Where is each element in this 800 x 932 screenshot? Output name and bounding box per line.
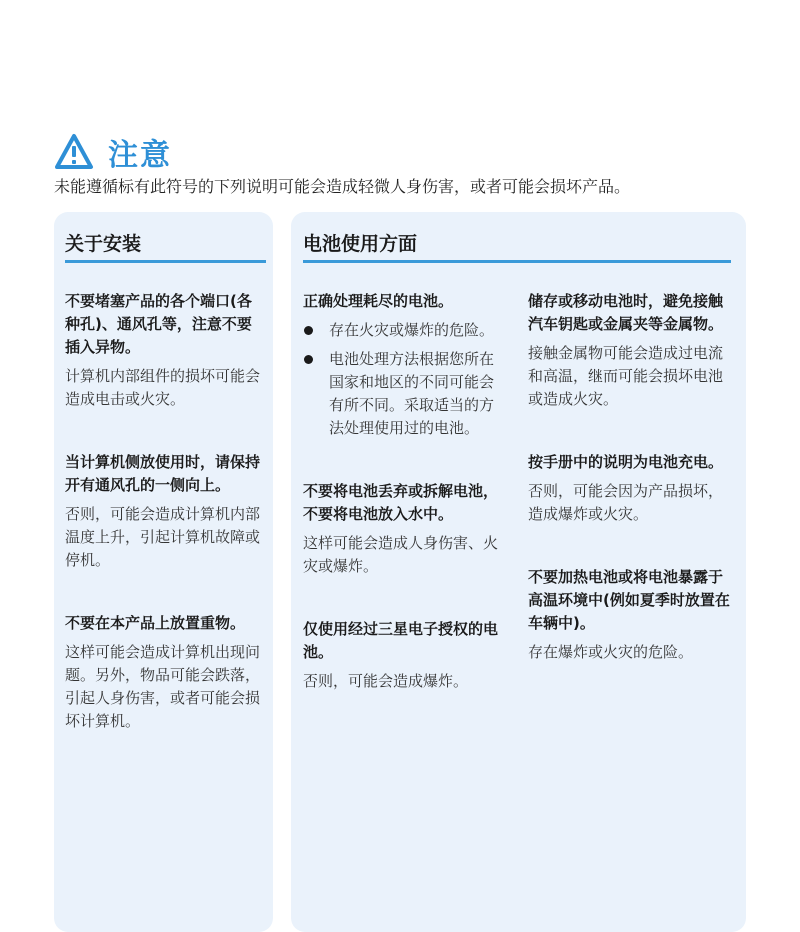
bullet-item [303, 348, 503, 440]
item-body: 这样可能会造成人身伤害、火灾或爆炸。 [303, 534, 499, 575]
item-title: 不要堵塞产品的各个端口(各种孔)、通风孔等，注意不要插入异物。 [65, 292, 252, 356]
install-heading: 关于安装 [65, 233, 142, 255]
bullet-dot-icon [304, 326, 313, 335]
item-title: 正确处理耗尽的电池。 [303, 292, 454, 310]
battery-heading: 电池使用方面 [303, 233, 418, 255]
battery-item [303, 618, 503, 693]
item-body: 接触金属物可能会造成过电流和高温，继而可能会损坏电池或造成火灾。 [528, 344, 724, 408]
item-title: 当计算机侧放使用时，请保持开有通风孔的一侧向上。 [65, 453, 261, 494]
battery-item [303, 290, 503, 440]
item-title: 不要将电池丢弃或拆解电池，不要将电池放入水中。 [303, 482, 499, 523]
item-title: 不要加热电池或将电池暴露于高温环境中(例如夏季时放置在车辆中)。 [528, 568, 730, 632]
item-title: 按手册中的说明为电池充电。 [528, 453, 724, 471]
install-heading-rule [65, 260, 266, 263]
notice-text: 未能遵循标有此符号的下列说明可能会造成轻微人身伤害，或者可能会损坏产品。 [54, 177, 631, 196]
item-body: 否则，可能会造成爆炸。 [303, 672, 469, 690]
battery-item [303, 480, 503, 578]
item-body: 计算机内部组件的损坏可能会造成电击或火灾。 [65, 367, 261, 408]
notice-title: 注意 [108, 138, 172, 173]
item-body: 否则，可能会造成计算机内部温度上升，引起计算机故障或停机。 [65, 505, 261, 569]
battery-item [528, 290, 733, 411]
item-title: 储存或移动电池时，避免接触汽车钥匙或金属夹等金属物。 [528, 292, 724, 333]
battery-card [291, 212, 746, 932]
battery-left-column [303, 290, 503, 733]
battery-right-column [528, 290, 733, 704]
battery-heading-rule [303, 260, 731, 263]
bullet-dot-icon [304, 355, 313, 364]
item-body: 存在爆炸或火灾的危险。 [528, 643, 694, 661]
battery-item [528, 566, 733, 664]
battery-item [528, 451, 733, 526]
install-item [65, 451, 265, 572]
item-title: 不要在本产品上放置重物。 [65, 614, 246, 632]
notice-header [54, 130, 172, 174]
bullet-text: 电池处理方法根据您所在国家和地区的不同可能会有所不同。采取适当的方法处理使用过的电池。 [329, 350, 495, 437]
install-item [65, 612, 265, 733]
bullet-list [303, 319, 503, 440]
item-title: 仅使用经过三星电子授权的电池。 [303, 620, 499, 661]
bullet-text: 存在火灾或爆炸的危险。 [329, 321, 495, 339]
warning-triangle-icon [54, 133, 94, 171]
install-column [65, 290, 265, 773]
install-item [65, 290, 265, 411]
item-body: 否则，可能会因为产品损坏，造成爆炸或火灾。 [528, 482, 724, 523]
bullet-item [303, 319, 503, 342]
item-body: 这样可能会造成计算机出现问题。另外，物品可能会跌落，引起人身伤害，或者可能会损坏计算机。 [65, 643, 261, 730]
install-card [54, 212, 273, 932]
